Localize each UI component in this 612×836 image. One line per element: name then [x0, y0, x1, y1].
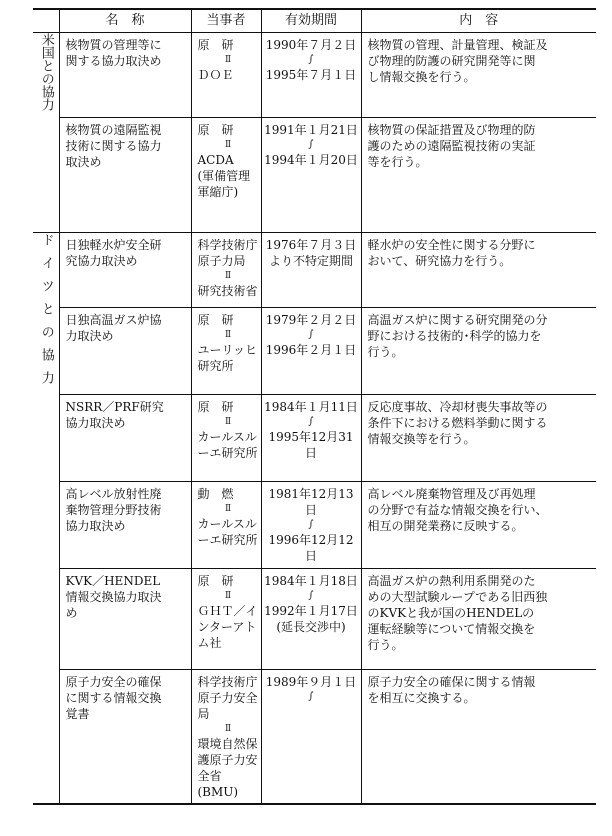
- equivalence-mark: Ⅱ: [224, 271, 232, 281]
- period-cell: [261, 482, 361, 569]
- party-bottom: 環境自然保 護原子力安 全省(BMU): [197, 737, 258, 799]
- period-start: 1984年１月18日: [264, 574, 358, 588]
- equivalence-mark: Ⅱ: [224, 330, 232, 340]
- agreement-content: 高温ガス炉の熱利用系開発のた めの大型試験ループである旧西独 のKVKと我が国のHENDELの 運転経験等について情報交換を 行う。: [361, 569, 596, 670]
- period-start: 1979年２月２日: [265, 313, 357, 327]
- agreement-content: 高温ガス炉に関する研究開発の分 野における技術的･科学的協力を 行う。: [361, 308, 596, 395]
- period-cell: [261, 670, 361, 805]
- period-start: 1976年７月３日 より不特定期間: [265, 238, 357, 268]
- party-bottom: ＧＨＴ／イ ンターアト ム社: [197, 604, 258, 650]
- party-cell: [191, 395, 261, 482]
- period-end: 1994年１月20日: [264, 153, 358, 167]
- period-start: 1981年12月13日: [268, 487, 354, 517]
- agreement-content: 核物質の保証措置及び物理的防 護のための遠隔監視技術の実証 等を行う。: [361, 118, 596, 233]
- party-cell: [191, 118, 261, 233]
- agreement-name: KVK／HENDEL 情報交換協力取決 め: [59, 569, 191, 670]
- equivalence-mark: Ⅱ: [224, 55, 232, 65]
- period-start: 1991年１月21日: [264, 123, 358, 137]
- agreement-content: 反応度事故、冷却材喪失事故等の 条件下における燃料挙動に関する 情報交換等を行う。: [361, 395, 596, 482]
- agreement-name: 核物質の遠隔監視 技術に関する協力 取決め: [59, 118, 191, 233]
- agreement-name: NSRR／PRF研究 協力取決め: [59, 395, 191, 482]
- equivalence-mark: Ⅱ: [224, 724, 232, 734]
- period-start: 1989年９月１日: [265, 675, 357, 689]
- group-label-germany: ドイツとの協力: [38, 233, 54, 394]
- party-cell: [191, 569, 261, 670]
- party-top: 科学技術庁 原子力局: [197, 238, 258, 268]
- range-mark: ∫: [308, 329, 314, 340]
- table-row: [33, 233, 596, 308]
- party-bottom: ＤＯＥ: [197, 68, 234, 82]
- table-row: [33, 482, 596, 569]
- agreement-content: 軽水炉の安全性に関する分野に おいて、研究協力を行う。: [361, 233, 596, 308]
- period-cell: [261, 395, 361, 482]
- header-name: 名 称: [59, 9, 191, 33]
- agreement-name: 高レベル放射性廃 棄物管理分野技術 協力取決め: [59, 482, 191, 569]
- header-party: 当事者: [191, 9, 261, 33]
- table-row: [33, 308, 596, 395]
- party-top: 原 研: [197, 123, 234, 137]
- table-row: [33, 569, 596, 670]
- party-cell: [191, 33, 261, 118]
- agreement-name: 核物質の管理等に 関する協力取決め: [59, 33, 191, 118]
- party-cell: [191, 482, 261, 569]
- agreement-name: 日独高温ガス炉協 力取決め: [59, 308, 191, 395]
- range-mark: ∫: [308, 416, 314, 427]
- period-end: 1996年12月12日: [268, 533, 354, 563]
- party-cell: [191, 233, 261, 308]
- header-group: [33, 9, 59, 33]
- equivalence-mark: Ⅱ: [224, 591, 232, 601]
- party-bottom: ユーリッヒ 研究所: [197, 343, 258, 373]
- party-top: 原 研: [197, 313, 234, 327]
- group-label-us: 米国との協力: [38, 33, 54, 111]
- header-content: 内 容: [361, 9, 596, 33]
- range-mark: ∫: [308, 139, 314, 150]
- party-top: 原 研: [197, 38, 234, 52]
- party-bottom: カールスル ーエ研究所: [197, 430, 258, 460]
- period-cell: [261, 308, 361, 395]
- party-top: 原 研: [197, 574, 234, 588]
- party-top: 科学技術庁 原子力安全 局: [197, 675, 258, 721]
- range-mark: ∫: [308, 54, 314, 65]
- period-start: 1990年７月２日: [265, 38, 357, 52]
- party-bottom: 研究技術省: [197, 284, 258, 298]
- agreement-name: 原子力安全の確保 に関する情報交換 覚書: [59, 670, 191, 805]
- range-mark: ∫: [308, 519, 314, 530]
- equivalence-mark: Ⅱ: [224, 417, 232, 427]
- period-start: 1984年１月11日: [264, 400, 358, 414]
- period-cell: [261, 118, 361, 233]
- period-cell: [261, 33, 361, 118]
- header-period: 有効期間: [261, 9, 361, 33]
- group-germany: [33, 233, 59, 805]
- period-end: 1992年１月17日 (延長交渉中): [264, 604, 358, 634]
- table-row: [33, 118, 596, 233]
- agreement-content: 原子力安全の確保に関する情報 を相互に交換する。: [361, 670, 596, 805]
- period-end: 1995年７月１日: [265, 68, 357, 82]
- period-end: 1995年12月31日: [268, 430, 354, 460]
- table-row: [33, 33, 596, 118]
- party-bottom: カールスル ーエ研究所: [197, 517, 258, 547]
- party-cell: [191, 670, 261, 805]
- group-us: [33, 33, 59, 233]
- range-mark: ∫: [308, 691, 314, 702]
- party-cell: [191, 308, 261, 395]
- equivalence-mark: Ⅱ: [224, 504, 232, 514]
- table-row: [33, 670, 596, 805]
- period-end: 1996年２月１日: [265, 343, 357, 357]
- agreement-name: 日独軽水炉安全研 究協力取決め: [59, 233, 191, 308]
- party-top: 動 燃: [197, 487, 234, 501]
- range-mark: ∫: [308, 590, 314, 601]
- agreements-table: [33, 8, 596, 805]
- equivalence-mark: Ⅱ: [224, 140, 232, 150]
- period-cell: [261, 569, 361, 670]
- agreement-content: 高レベル廃棄物管理及び再処理 の分野で有益な情報交換を行い、 相互の開発業務に反映する。: [361, 482, 596, 569]
- party-bottom: ACDA (軍備管理 軍縮庁): [197, 153, 251, 199]
- agreement-content: 核物質の管理、計量管理、検証及 び物理的防護の研究開発等に関 し情報交換を行う。: [361, 33, 596, 118]
- table-row: [33, 395, 596, 482]
- header-row: [33, 9, 596, 33]
- party-top: 原 研: [197, 400, 234, 414]
- period-cell: [261, 233, 361, 308]
